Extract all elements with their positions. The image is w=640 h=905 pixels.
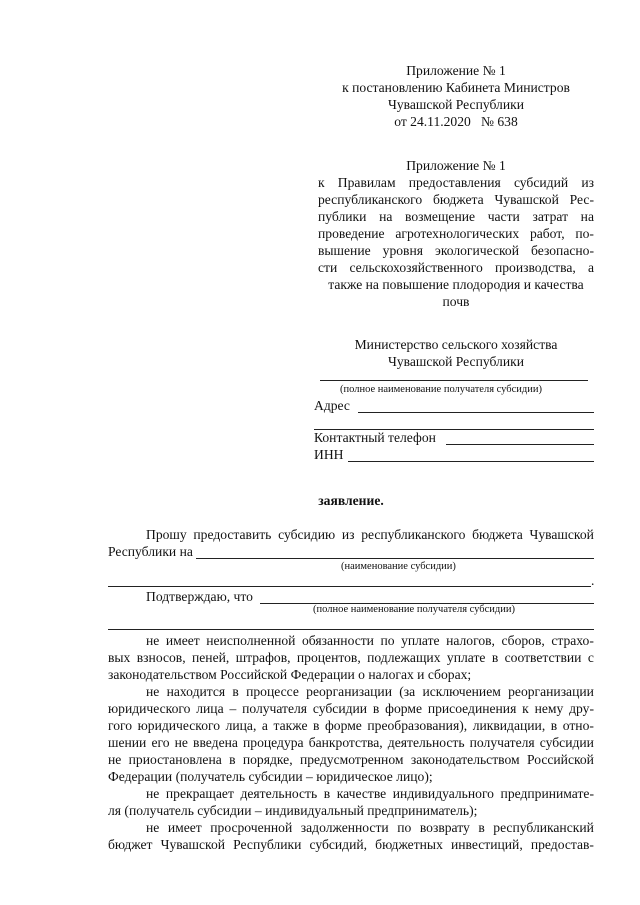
appendix-1-title: Приложение № 1 (406, 63, 506, 78)
condition-line: не приостановлена в порядке, предусмотренном законодательством Российской (108, 752, 594, 767)
confirm-recipient-field-2[interactable] (108, 629, 594, 630)
condition-line: не прекращает деятельность в качестве индивидуального предпринимате- (146, 786, 594, 801)
condition-line: шении его не введена процедура банкротства, деятельность получателя субсидии (108, 735, 594, 750)
appendix-2-line: публики на возмещение части затрат на (318, 209, 594, 224)
condition-line: вых взносов, пеней, штрафов, процентов, подлежащих уплате в соответствии с (108, 650, 594, 665)
recipient-name-line[interactable] (320, 380, 588, 381)
appendix-1-date: от 24.11.2020 № 638 (394, 114, 518, 129)
request-line-2-prefix: Республики на (108, 544, 193, 559)
condition-line: не находится в процессе реорганизации (за исключением реорганизации (146, 684, 594, 699)
request-line-1: Прошу предоставить субсидию из республиканского бюджета Чувашской (146, 527, 594, 542)
inn-label: ИНН (314, 447, 344, 462)
address-label: Адрес (314, 398, 350, 413)
phone-field[interactable] (446, 444, 594, 445)
subsidy-name-field-2[interactable] (108, 586, 591, 587)
appendix-2-line: к Правилам предоставления субсидий из (318, 175, 594, 190)
request-dot: . (591, 573, 595, 588)
condition-line: Федерации (получатель субсидии – юридическое лицо); (108, 769, 433, 784)
confirm-recipient-hint: (полное наименование получателя субсидии) (313, 604, 515, 615)
condition-line: не имеет неисполненной обязанности по уплате налогов, сборов, страхо- (146, 633, 594, 648)
addressee-republic: Чувашской Республики (388, 354, 524, 369)
recipient-name-hint: (полное наименование получателя субсидии) (340, 384, 542, 395)
addressee (318, 336, 594, 370)
appendix-2-line: сти сельскохозяйственного производства, а (318, 260, 594, 275)
appendix-2-line: вышение уровня экологической безопасно- (318, 243, 594, 258)
condition-line: бюджет Чувашской Республики субсидий, бюджетных инвестиций, предостав- (108, 837, 594, 852)
appendix-1-header (318, 62, 594, 130)
appendix-1-decree: к постановлению Кабинета Министров (342, 80, 570, 95)
statement-heading: заявление. (318, 493, 384, 508)
appendix-2-line: республиканского бюджета Чувашской Рес- (318, 192, 594, 207)
subsidy-name-hint: (наименование субсидии) (341, 561, 456, 572)
inn-field[interactable] (348, 461, 594, 462)
appendix-2-title: Приложение № 1 (406, 158, 506, 173)
condition-line: гого юридического лица, а также в форме преобразования), ликвидации, в отно- (108, 718, 594, 733)
appendix-2-header (318, 157, 594, 310)
subsidy-name-field[interactable] (196, 558, 594, 559)
condition-line: законодательством Российской Федерации о налогах и сборах; (108, 667, 472, 682)
condition-line: юридического лица – получателя субсидии в форме присоединения к нему дру- (108, 701, 594, 716)
appendix-2-line: также на повышение плодородия и качества (328, 277, 584, 292)
addressee-ministry: Министерство сельского хозяйства (354, 337, 558, 352)
condition-line: ля (получатель субсидии – индивидуальный предприниматель); (108, 803, 478, 818)
condition-line: не имеет просроченной задолженности по возврату в республиканский (146, 820, 594, 835)
appendix-1-republic: Чувашской Республики (388, 97, 524, 112)
address-field[interactable] (358, 412, 594, 413)
confirm-label: Подтверждаю, что (146, 589, 253, 604)
appendix-2-line: проведение агротехнологических работ, по- (318, 226, 594, 241)
appendix-2-line: почв (442, 294, 470, 309)
phone-label: Контактный телефон (314, 430, 436, 445)
